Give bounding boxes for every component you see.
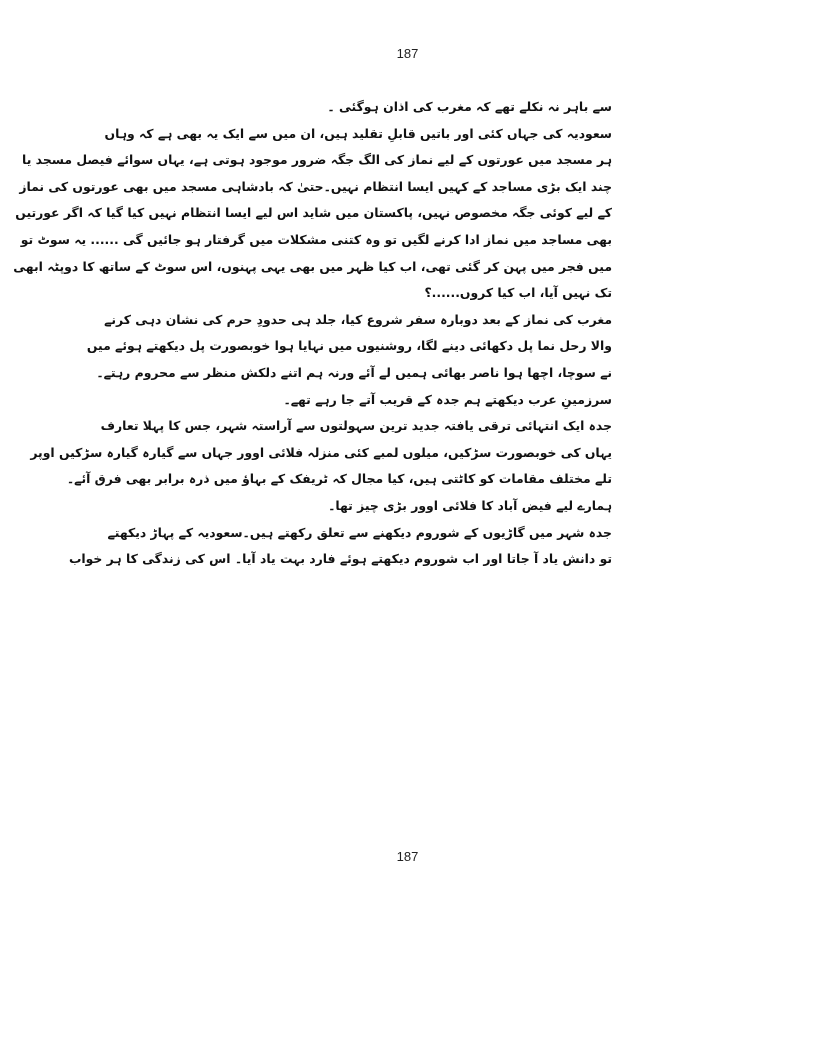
text-line: سرزمینِ عرب دیکھتے ہم جدہ کے قریب آتے جا رہے تھے۔ [283, 391, 612, 407]
text-line: جدہ شہر میں گاڑیوں کے شوروم دیکھنے سے تعلق رکھتے ہیں۔سعودیہ کے پہاڑ دیکھتے [107, 524, 612, 540]
text-line: نے سوچا، اچھا ہوا ناصر بھائی ہمیں لے آئے ورنہ ہم اتنے دلکش منظر سے محروم رہتے۔ [96, 364, 612, 380]
paragraph [86, 307, 612, 413]
paragraph [200, 94, 612, 121]
page-number-bottom: 187 [396, 849, 419, 864]
text-line: جدہ ایک انتہائی ترقی یافتہ جدید ترین سہولتوں سے آراستہ شہر، جس کا پہلا تعارف [100, 418, 612, 434]
text-line: والا رحل نما پل دکھائی دینے لگا، روشنیوں میں نہایا ہوا خوبصورت پل دیکھتے ہوئے میں [86, 338, 612, 354]
text-line: سے باہر نہ نکلے تھے کہ مغرب کی اذان ہوگئی ۔ [327, 99, 612, 114]
text-line: کے لیے کوئی جگہ مخصوص نہیں، پاکستان میں شاید اس لیے ایسا انتظام نہیں کیا گیا کہ اگر عورتیں [15, 205, 612, 221]
text-line: تلے مختلف مقامات کو کاٹتی ہیں، کیا مجال کہ ٹریفک کے بہاؤ میں ذرہ برابر بھی فرق آئے۔ [66, 471, 612, 487]
text-line: مغرب کی نماز کے بعد دوبارہ سفر شروع کیا، جلد ہی حدودِ حرم کی نشان دہی کرنے [104, 311, 612, 327]
text-line: ہر مسجد میں عورتوں کے لیے نماز کی الگ جگہ ضرور موجود ہوتی ہے، یہاں سوائے فیصل مسجد یا [22, 152, 612, 168]
text-line: میں فجر میں پہن کر گئی تھی، اب کیا ظہر میں بھی یہی پہنوں، اس سوٹ کے ساتھ کا دوپٹہ ابھی [13, 258, 612, 274]
text-line: سعودیہ کی جہاں کئی اور باتیں قابلِ تقلید ہیں، ان میں سے ایک یہ بھی ہے کہ وہاں [104, 125, 612, 141]
paragraph [68, 520, 612, 573]
body-text [13, 94, 612, 573]
text-line: چند ایک بڑی مساجد کے کہیں ایسا انتظام نہیں۔حتیٰ کہ بادشاہی مسجد میں بھی عورتوں کی نماز [19, 178, 612, 194]
paragraph [30, 413, 612, 519]
paragraph [13, 121, 612, 307]
text-line: یہاں کی خوبصورت سڑکیں، میلوں لمبے کئی منزلہ فلائی اوور جہاں سے گیارہ گیارہ سڑکیں اوپر [30, 444, 612, 460]
text-line: ہمارے لیے فیض آباد کا فلائی اوور بڑی چیز تھا۔ [328, 497, 612, 513]
page-number-top: 187 [396, 46, 419, 61]
text-line: تک نہیں آیا، اب کیا کروں......؟ [424, 285, 612, 301]
text-line: تو دانش یاد آ جاتا اور اب شوروم دیکھتے ہوئے فارد بہت یاد آیا۔ اس کی زندگی کا ہر خواب [68, 551, 612, 567]
text-line: بھی مساجد میں نماز ادا کرنے لگیں تو وہ کتنی مشکلات میں گرفتار ہو جائیں گی ...... یہ سوٹ تو [20, 231, 612, 247]
